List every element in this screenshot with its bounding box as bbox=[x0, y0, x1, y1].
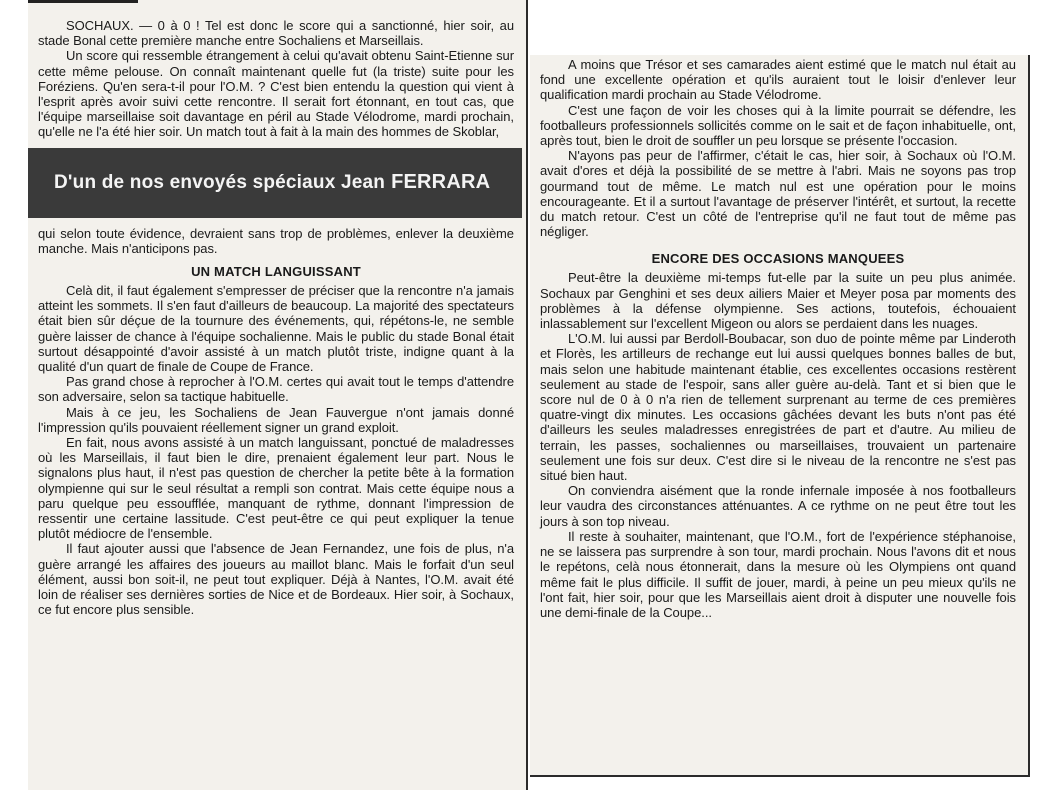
lead-paragraph: SOCHAUX. — 0 à 0 ! Tel est donc le score qui a sanctionné, hier soir, au stade Bonal cette première manche entre Sochaliens et Marseillais. bbox=[38, 18, 514, 49]
byline-author: FERRARA bbox=[391, 171, 491, 194]
article-paragraph: N'ayons pas peur de l'affirmer, c'était le cas, hier soir, à Sochaux où l'O.M. avait d'ores et déjà la possibilité de se mettre à l'abri. Mais ne soyons pas trop gourmand tout de même. Le match nul est une opération pour le moins encourageante. Et il a surtout l'avantage de préserver l'intérêt, et surtout, la recette du match retour. C'est un côté de l'entreprise qu'il ne faut tout de même pas négliger. bbox=[540, 148, 1016, 240]
byline-banner bbox=[28, 148, 522, 218]
article-paragraph: L'O.M. lui aussi par Berdoll-Boubacar, son duo de pointe même par Linderoth et Florès, les artilleurs de rechange eut lui aussi quelques bonnes balles de but, mais selon une habitude maintenant établie, ces excellentes occasions restèrent seulement au stade de l'espoir, sans aller guère au-delà. Tant et si bien que le score nul de 0 à 0 n'a rien de tellement surprenant au terme de ces premières quatre-vingt dix minutes. Les occasions gâchées devant les buts n'ont pas été d'ailleurs les seules maladresses enregistrées de part et d'autre. Au milieu de terrain, les passes, sochaliennes ou marseillaises, trouvaient un partenaire seulement une fois sur deux. C'est dire si le niveau de la rencontre ne s'est pas situé bien haut. bbox=[540, 331, 1016, 484]
article-paragraph: Il reste à souhaiter, maintenant, que l'O.M., fort de l'expérience stéphanoise, ne se laissera pas surprendre à son tour, mardi prochain. Nous l'avons dit et nous le repétons, celà nous étonnerait, dans la mesure où les Olympiens ont quand même fait le plus difficile. Il suffit de jouer, mardi, à peine un peu mieux qu'ils ne l'ont fait, hier soir, pour que les Marseillais aient droit à disputer une nouvelle fois une demi-finale de la Coupe... bbox=[540, 528, 1016, 620]
left-clipping bbox=[28, 0, 528, 790]
article-paragraph: Celà dit, il faut également s'empresser de préciser que la rencontre n'a jamais atteint les sommets. Il s'en faut d'ailleurs de beaucoup. La majorité des spectateurs était bien sûr déçue de la tournure des événements, qui, répétons-le, ne semble guère laisser de chance à l'équipe sochalienne. Mais le public du stade Bonal était surtout désappointé d'avoir assisté à un match plutôt triste, indigne quant à la qualité d'un quart de finale de Coupe de France. bbox=[38, 283, 514, 375]
article-paragraph: A moins que Trésor et ses camarades aient estimé que le match nul était au fond une excellente opération et qu'ils auraient tout le loisir d'enlever leur qualification mardi prochain au Stade Vélodrome. bbox=[540, 57, 1016, 103]
article-paragraph: Mais à ce jeu, les Sochaliens de Jean Fauvergue n'ont jamais donné l'impression qu'ils pouvaient réellement signer un grand exploit. bbox=[38, 404, 514, 435]
article-paragraph: On conviendra aisément que la ronde infernale imposée à nos footballeurs leur vaudra des circonstances atténuantes. A ce rythme on ne peut être tout les jours à son top niveau. bbox=[540, 483, 1016, 529]
article-paragraph: Pas grand chose à reprocher à l'O.M. certes qui avait tout le temps d'attendre son adversaire, selon sa tactique habituelle. bbox=[38, 374, 514, 405]
article-paragraph: qui selon toute évidence, devraient sans trop de problèmes, enlever la deuxième manche. Mais n'anticipons pas. bbox=[38, 225, 514, 256]
byline-text: D'un de nos envoyés spéciaux Jean bbox=[54, 171, 386, 193]
article-paragraph: Peut-être la deuxième mi-temps fut-elle par la suite un peu plus animée. Sochaux par Genghini et ses deux ailiers Maier et Meyer posa par moments des problèmes à la défense olympienne. Ses actions, toutefois, échouaient inlassablement sur l'excellent Migeon ou alors se perdaient dans les nuages. bbox=[540, 270, 1016, 332]
section-heading: UN MATCH LANGUISSANT bbox=[191, 264, 361, 280]
top-rule bbox=[28, 0, 138, 12]
article-paragraph: C'est une façon de voir les choses qui à la limite pourrait se défendre, les footballeurs professionnels sollicités comme on le sait et de façon inhabituelle, ont, après tout, bien le droit de souffler un peu lorsque se présente l'occasion. bbox=[540, 102, 1016, 149]
article-paragraph: Un score qui ressemble étrangement à celui qu'avait obtenu Saint-Etienne sur cette même pelouse. On connaît maintenant quelle fut (la triste) suite pour les Foréziens. Qu'en sera-t-il pour l'O.M. ? C'est bien entendu la question qui vient à l'esprit après avoir suivi cette rencontre. Il serait fort étonnant, en tout cas, que l'équipe marseillaise soit davantage en péril au Stade Vélodrome, mardi prochain, qu'elle ne l'a été hier soir. Un match tout à fait à la main des hommes de Skoblar, bbox=[38, 48, 514, 140]
right-column bbox=[540, 57, 1016, 620]
article-paragraph: En fait, nous avons assisté à un match languissant, ponctué de maladresses où les Marseillais, il faut bien le dire, prenaient également leur part. Nous le signalons plus haut, il n'est pas question de chercher la petite bête à la formation olympienne qui sur le seul résultat a rempli son contrat. Mais cette équipe nous a paru quelque peu essoufflée, manquant de rythme, donnant l'impression de ressentir une certaine lassitude. C'est peut-être ce qui peut expliquer la tenue plutôt médiocre de l'ensemble. bbox=[38, 435, 514, 542]
right-clipping bbox=[530, 55, 1030, 777]
left-column bbox=[38, 18, 514, 618]
section-heading: ENCORE DES OCCASIONS MANQUEES bbox=[651, 251, 905, 267]
article-paragraph: Il faut ajouter aussi que l'absence de Jean Fernandez, une fois de plus, n'a guère arrangé les affaires des joueurs au maillot blanc. Mais le forfait d'un seul élément, aussi bon soit-il, ne peut tout expliquer. Déjà à Nantes, l'O.M. avait été loin de réaliser ses dernières sorties de Nice et de Bordeaux. Hier soir, à Sochaux, ce fut encore plus sensible. bbox=[38, 541, 514, 618]
